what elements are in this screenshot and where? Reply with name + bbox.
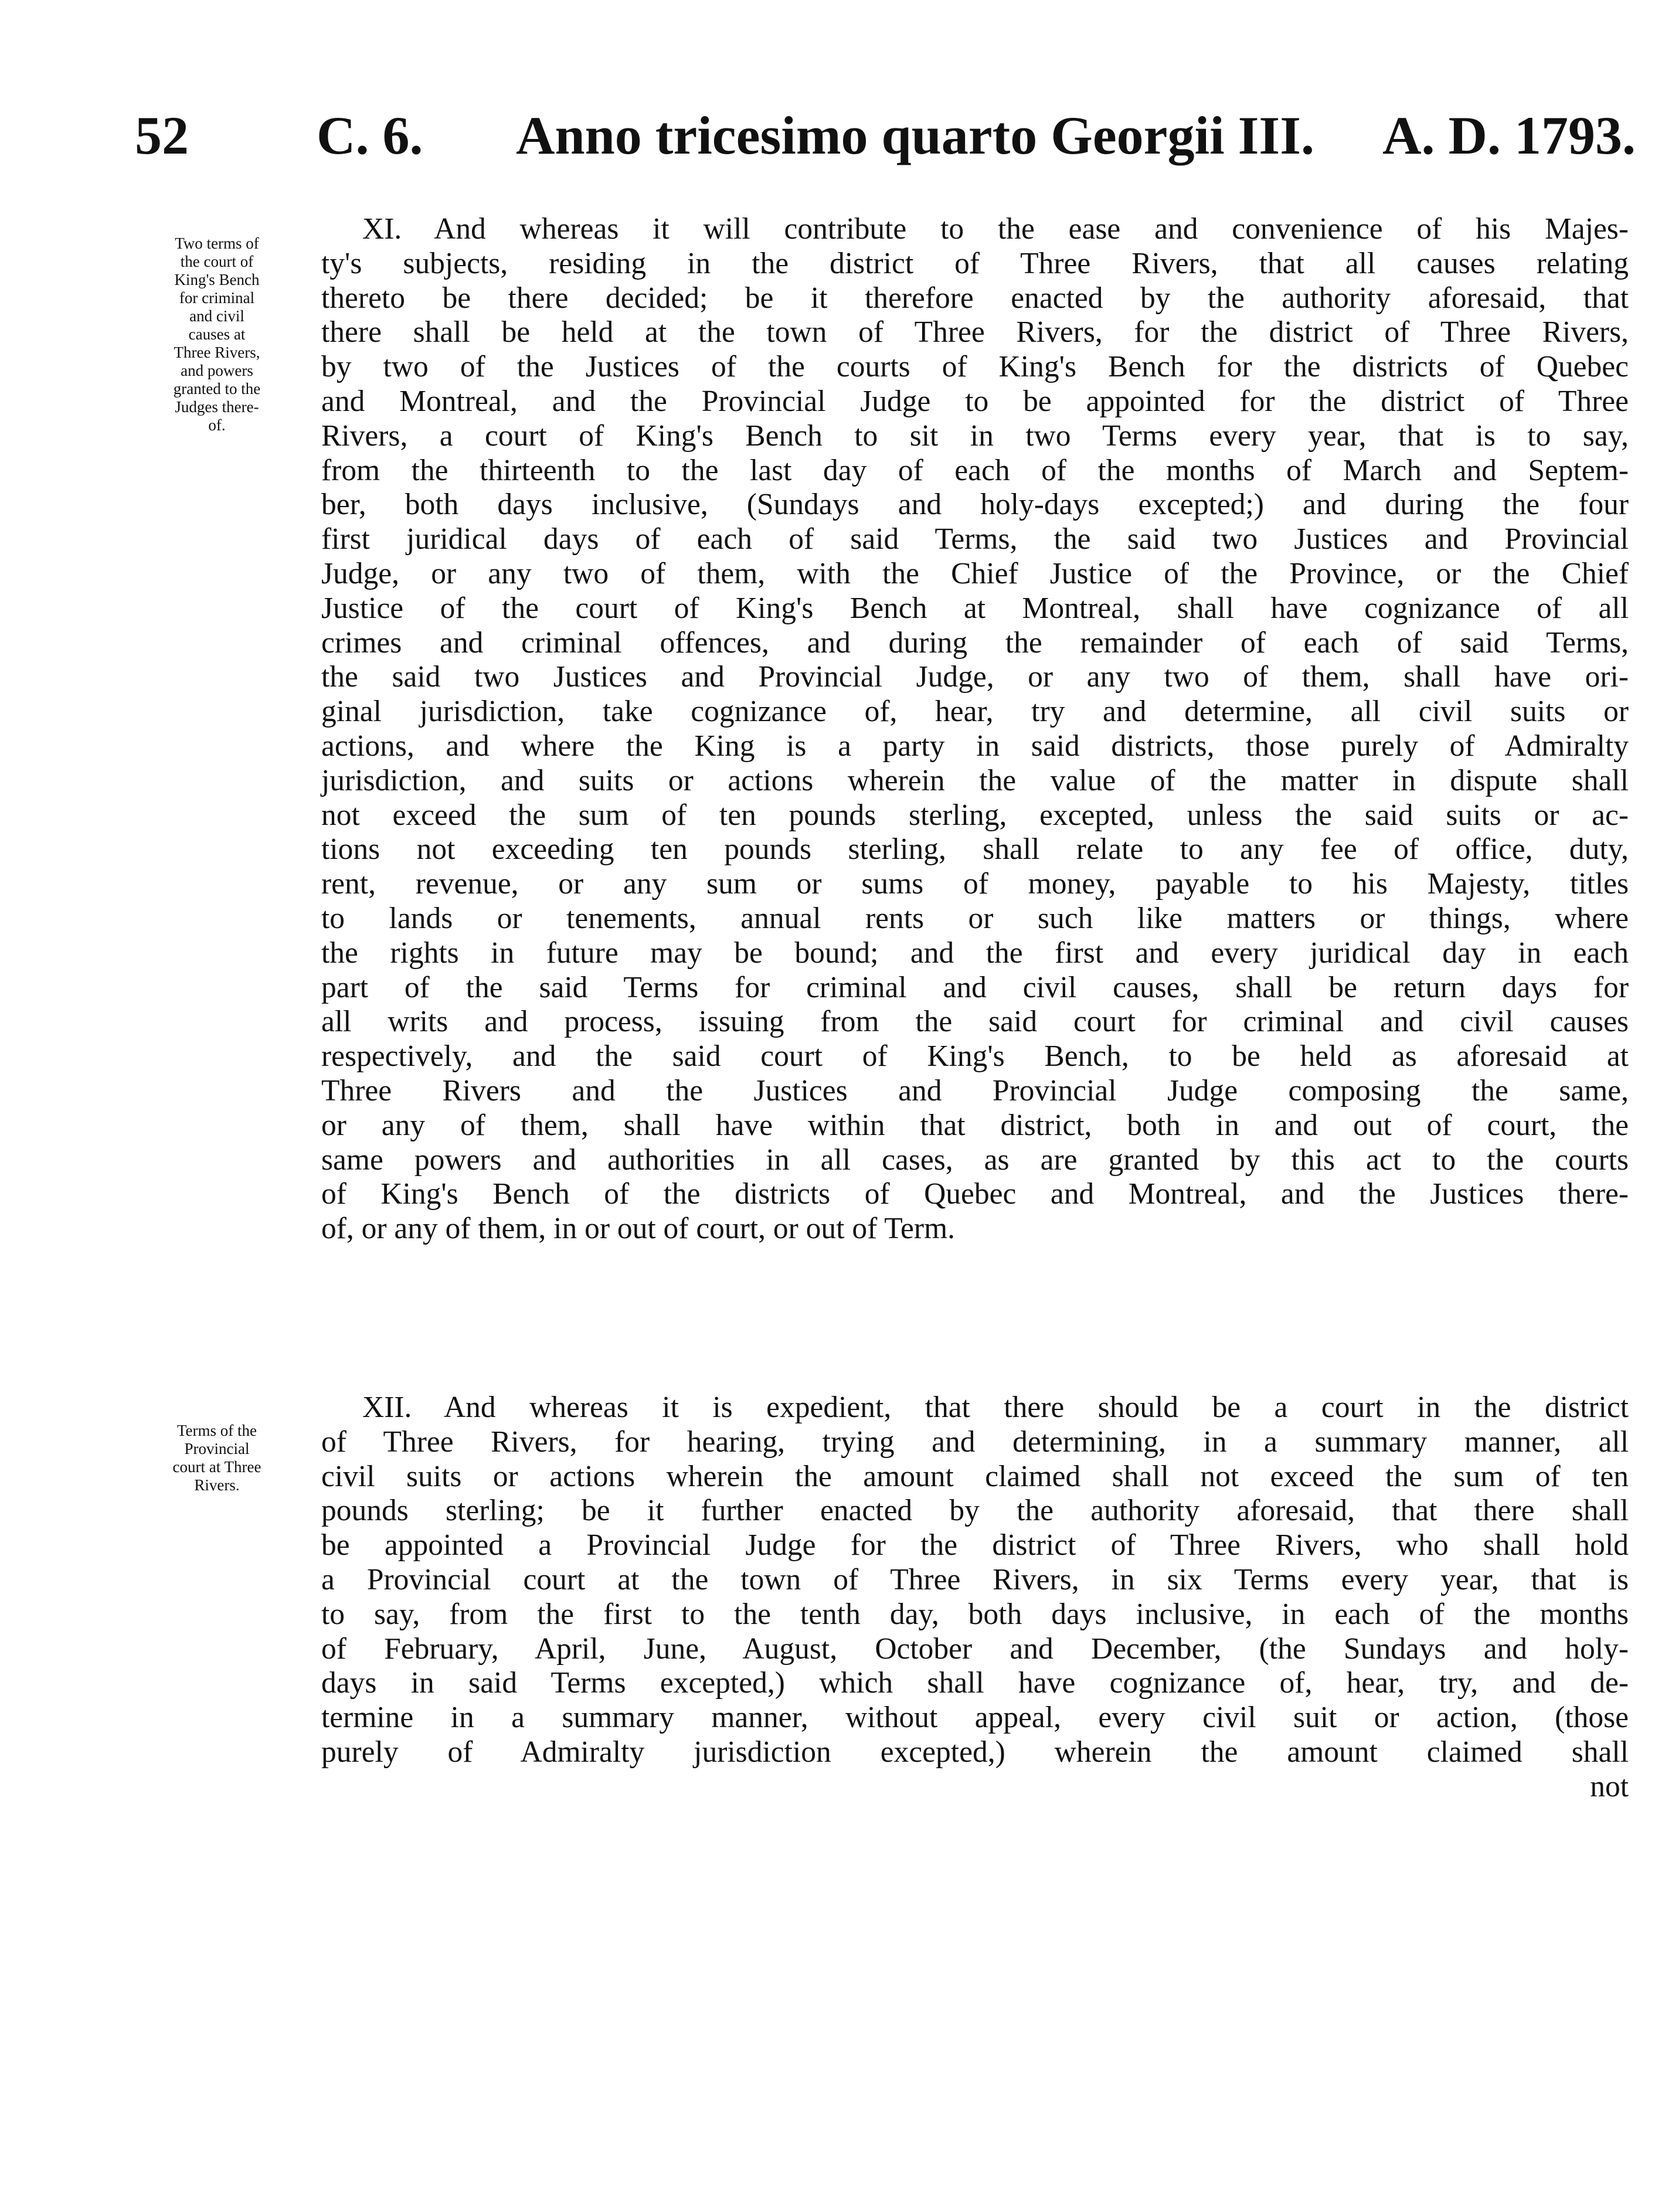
text-line: crimes and criminal offences, and during the remainder of each of said Terms, [321,626,1629,660]
chapter-number: C. 6. [317,106,423,165]
text-line: Rivers, a court of King's Bench to sit in two Terms every year, that is to say, [321,419,1629,453]
text-line: civil suits or actions wherein the amount claimed shall not exceed the sum of ten [321,1459,1629,1493]
text-line: there shall be held at the town of Three Rivers, for the district of Three Rivers, [321,315,1629,349]
text-line: ginal jurisdiction, take cognizance of, hear, try and determine, all civil suits or [321,695,1629,729]
text-line: and Montreal, and the Provincial Judge to be appointed for the district of Three [321,384,1629,418]
page-number: 52 [135,106,189,165]
text-line: by two of the Justices of the courts of King's Bench for the districts of Quebec [321,350,1629,384]
text-line: respectively, and the said court of King's Bench, to be held as aforesaid at [321,1039,1629,1073]
header-year: A. D. 1793. [1382,106,1636,165]
text-line: be appointed a Provincial Judge for the district of Three Rivers, who shall hold [321,1528,1629,1562]
text-line: or any of them, shall have within that district, both in and out of court, the [321,1108,1629,1142]
section-xii [321,1391,1629,1805]
text-line: of Three Rivers, for hearing, trying and determining, in a summary manner, all [321,1425,1629,1459]
text-line: all writs and process, issuing from the said court for criminal and civil causes [321,1005,1629,1039]
text-line: from the thirteenth to the last day of each of the months of March and Septem- [321,453,1629,487]
text-line: of, or any of them, in or out of court, or out of Term. [321,1212,955,1246]
text-line: ber, both days inclusive, (Sundays and holy-days excepted;) and during the four [321,488,1629,522]
text-line: days in said Terms excepted,) which shall have cognizance of, hear, try, and de- [321,1666,1629,1700]
text-line: the rights in future may be bound; and the first and every juridical day in each [321,936,1629,970]
margin-note-line: and powers [181,362,253,379]
text-line: thereto be there decided; be it therefore enacted by the authority aforesaid, that [321,281,1629,315]
margin-note-line: Rivers. [194,1476,240,1494]
text-line: not exceed the sum of ten pounds sterling, excepted, unless the said suits or ac- [321,798,1629,832]
margin-note-line: Three Rivers, [174,344,260,361]
header-title: Anno tricesimo quarto Georgii III. [516,106,1315,165]
text-line: XII. And whereas it is expedient, that there should be a court in the district [362,1391,1629,1424]
margin-note-line: Judges there- [175,398,259,416]
text-line: Three Rivers and the Justices and Provincial Judge composing the same, [321,1073,1629,1107]
text-line: to say, from the first to the tenth day, both days inclusive, in each of the months [321,1597,1629,1631]
margin-note-section-xi [141,235,293,434]
margin-note-line: Terms of the [176,1422,257,1439]
margin-note-line: court at Three [172,1458,261,1476]
text-line: Judge, or any two of them, with the Chief Justice of the Province, or the Chief [321,556,1629,590]
margin-note-line: King's Bench [174,271,260,288]
text-line: of King's Bench of the districts of Quebec and Montreal, and the Justices there- [321,1177,1629,1211]
catchword: not [1590,1769,1629,1803]
text-line: first juridical days of each of said Terms, the said two Justices and Provincial [321,522,1629,556]
text-line: of February, April, June, August, October and December, (the Sundays and holy- [321,1632,1629,1666]
text-line: part of the said Terms for criminal and civil causes, shall be return days for [321,970,1629,1004]
text-line: rent, revenue, or any sum or sums of money, payable to his Majesty, titles [321,867,1629,901]
text-line: purely of Admiralty jurisdiction excepted,) wherein the amount claimed shall [321,1735,1629,1769]
text-line: to lands or tenements, annual rents or such like matters or things, where [321,901,1629,935]
margin-note-line: the court of [180,253,254,270]
section-xi [321,212,1629,1246]
text-line: the said two Justices and Provincial Judge, or any two of them, shall have ori- [321,660,1629,694]
margin-note-line: and civil [189,307,244,325]
margin-note-line: Provincial [184,1440,250,1457]
text-line: jurisdiction, and suits or actions wherein the value of the matter in dispute shall [321,763,1629,797]
margin-note-line: causes at [188,325,246,343]
text-line: same powers and authorities in all cases, as are granted by this act to the courts [321,1143,1629,1177]
margin-note-section-xii [141,1422,293,1494]
running-header [135,104,1636,175]
margin-note-line: Two terms of [175,235,259,252]
text-line: XI. And whereas it will contribute to the ease and convenience of his Majes- [362,212,1629,246]
text-line: a Provincial court at the town of Three Rivers, in six Terms every year, that is [321,1562,1629,1596]
text-line: actions, and where the King is a party in said districts, those purely of Admiralty [321,729,1629,763]
text-line: pounds sterling; be it further enacted by the authority aforesaid, that there shall [321,1494,1629,1528]
margin-note-line: for criminal [179,289,255,307]
text-line: Justice of the court of King's Bench at Montreal, shall have cognizance of all [321,591,1629,625]
text-line: ty's subjects, residing in the district of Three Rivers, that all causes relating [321,246,1629,280]
margin-note-line: of. [208,416,226,434]
text-line: termine in a summary manner, without appeal, every civil suit or action, (those [321,1701,1629,1735]
text-line: tions not exceeding ten pounds sterling, shall relate to any fee of office, duty, [321,833,1629,867]
margin-note-line: granted to the [173,380,261,397]
